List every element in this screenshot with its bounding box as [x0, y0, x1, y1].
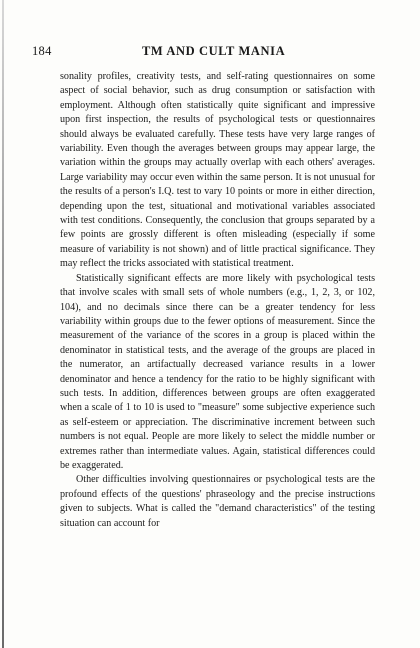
body-text: [60, 70, 375, 531]
paragraph-other-difficulties: Other difficulties involving questionnaires or psychological tests are the profound effects of the questions' phraseology and the precise instructions given to subjects. What is called the "demand characteristics" of the testing situation can account for: [60, 474, 375, 529]
binding-gutter: [2, 0, 4, 648]
running-title: TM AND CULT MANIA: [142, 44, 286, 58]
page-number: 184: [32, 44, 52, 58]
page-header: [32, 44, 402, 60]
paragraph-continued: sonality profiles, creativity tests, and self-rating questionnaires on some aspect of social behavior, such as drug consumption or satisfaction with employment. Although often statistically quite significant and impressive upon first inspection, the results of psychological tests or questionnaires should always be evaluated carefully. These tests have very large ranges of variability. Even though the averages between groups may appear large, the variation within the groups may actually overlap with each others' averages. Large variability may occur even within the same person. It is not unusual for the results of a person's I.Q. test to vary 10 points or more in either direction, depending upon the test, situational and motivational variables associated with test conditions. Consequently, the conclusion that groups separated by a few points are grossly different is often misleading (especially if some measure of variability is not shown) and of little practical significance. They may reflect the tricks associated with statistical treatment.: [60, 71, 375, 270]
paragraph-statistical-significance: Statistically significant effects are more likely with psychological tests that involve scales with small sets of whole numbers (e.g., 1, 2, 3, or 102, 104), and no decimals since there can be a greater tendency for less variability within groups due to the fewer options of measurement. Since the measurement of the variance of the scores in a group is placed within the denominator in statistical tests, and the average of the groups are placed in the numerator, an artifactually decreased variance results in a lower denominator and hence a tendency for the ratio to be highly significant with such tests. In addition, differences between groups are often exaggerated when a scale of 1 to 10 is used to "measure" some subjective experience such as self-esteem or appreciation. The discriminative increment between such numbers is not equal. People are more likely to select the middle number or extremes rather than intermediate values. Again, statistical differences could be exaggerated.: [60, 272, 375, 471]
